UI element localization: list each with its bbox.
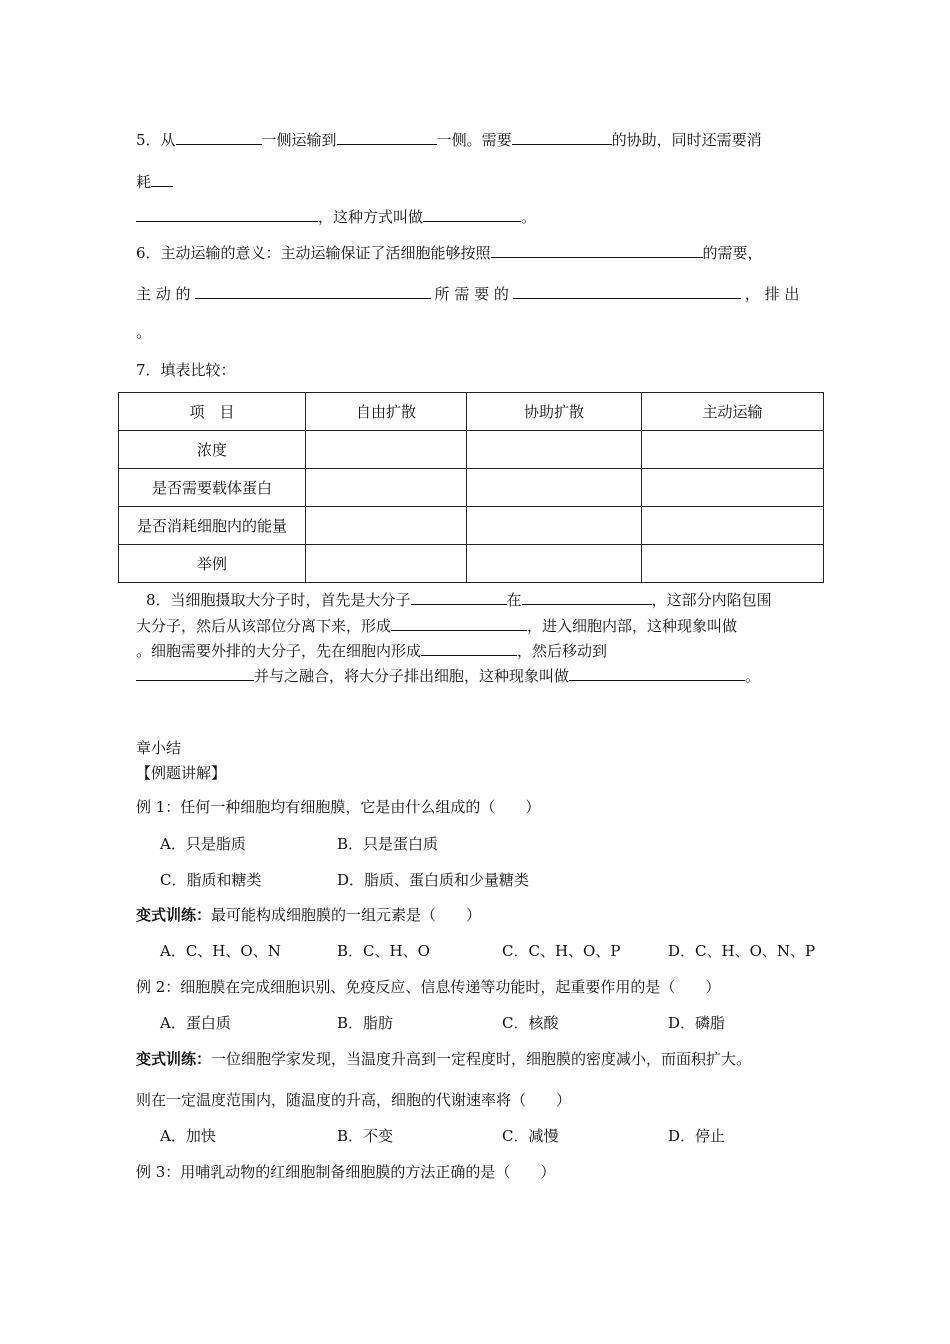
var1-question (136, 905, 481, 925)
q7-title: 7．填表比较： (136, 361, 236, 379)
table-cell[interactable] (642, 469, 824, 507)
var2-question-line-1 (136, 1049, 751, 1069)
q5-text: 。 (521, 208, 537, 226)
q8-text: 。细胞需要外排的大分子，先在细胞内形成 (136, 642, 422, 660)
ex2-option-a[interactable]: A．蛋白质 (160, 1014, 231, 1032)
q5-blank-6[interactable] (423, 205, 521, 222)
row-label: 浓度 (119, 431, 306, 469)
q6-blank-2[interactable] (195, 282, 431, 299)
table-header: 协助扩散 (467, 393, 642, 431)
q8-text: ，然后移动到 (517, 642, 608, 660)
q6-blank-3[interactable] (513, 282, 741, 299)
q8-text: 。 (745, 667, 761, 685)
var1-option-c[interactable]: C．C、H、O、P (502, 942, 621, 960)
table-cell[interactable] (467, 507, 642, 545)
q8-blank-6[interactable] (569, 664, 745, 681)
row-label: 举例 (119, 545, 306, 583)
q8-line-2 (136, 614, 737, 636)
q8-blank-3[interactable] (391, 614, 527, 631)
q6-line-1 (136, 241, 763, 263)
q5-line-3 (136, 205, 536, 227)
q8-line-4 (136, 664, 760, 686)
table-cell[interactable] (306, 545, 467, 583)
q6-text: 的需要， (702, 244, 763, 262)
q8-blank-1[interactable] (411, 588, 507, 605)
var1-text: 最可能构成细胞膜的一组元素是（ ） (211, 906, 482, 924)
q5-text: 5．从 (136, 131, 176, 149)
q5-text: ，这种方式叫做 (318, 208, 424, 226)
var2-option-a[interactable]: A．加快 (160, 1127, 216, 1145)
q8-text: 并与之融合，将大分子排出细胞，这种现象叫做 (254, 667, 570, 685)
table-header: 主动运输 (642, 393, 824, 431)
q6-text: 主 动 的 (136, 285, 191, 303)
q8-text: 8．当细胞摄取大分子时，首先是大分子 (146, 591, 411, 609)
var2-option-d[interactable]: D．停止 (668, 1127, 726, 1145)
ex1-option-d[interactable]: D．脂质、蛋白质和少量糖类 (337, 871, 530, 889)
ex1-option-c[interactable]: C．脂质和糖类 (160, 871, 262, 889)
q6-line-2 (136, 282, 799, 304)
q8-blank-5[interactable] (136, 664, 254, 681)
ex1-question: 例 1：任何一种细胞均有细胞膜，它是由什么组成的（ ） (136, 798, 541, 816)
q8-blank-2[interactable] (522, 588, 652, 605)
q8-text: ，这部分内陷包围 (651, 591, 772, 609)
var2-option-b[interactable]: B．不变 (337, 1127, 394, 1145)
row-label: 是否消耗细胞内的能量 (119, 507, 306, 545)
q6-text: ， 排 出 (744, 285, 800, 303)
q5-text: 的协助，同时还需要消 (611, 131, 762, 149)
q8-text: ，进入细胞内部，这种现象叫做 (527, 617, 738, 635)
q5-blank-4[interactable] (151, 170, 173, 187)
var2-text: 一位细胞学家发现，当温度升高到一定程度时，细胞膜的密度减小，而面积扩大。 (211, 1050, 752, 1068)
table-row (119, 507, 824, 545)
ex3-question: 例 3：用哺乳动物的红细胞制备细胞膜的方法正确的是（ ） (136, 1163, 556, 1181)
table-header: 自由扩散 (306, 393, 467, 431)
comparison-table (118, 392, 824, 583)
q5-blank-1[interactable] (176, 128, 262, 145)
q6-text: 所 需 要 的 (434, 285, 509, 303)
q5-text: 一侧。需要 (436, 131, 512, 149)
summary-subtitle: 【例题讲解】 (136, 764, 227, 782)
summary-title: 章小结 (136, 739, 182, 757)
ex2-option-c[interactable]: C．核酸 (502, 1014, 559, 1032)
table-cell[interactable] (642, 431, 824, 469)
table-cell[interactable] (642, 507, 824, 545)
table-cell[interactable] (467, 469, 642, 507)
q5-line-2 (136, 170, 173, 192)
ex2-option-d[interactable]: D．磷脂 (668, 1014, 726, 1032)
table-cell[interactable] (467, 545, 642, 583)
q5-text: 耗 (136, 173, 152, 191)
var1-option-b[interactable]: B．C、H、O (337, 942, 430, 960)
q6-line-3: 。 (136, 323, 152, 341)
table-row (119, 545, 824, 583)
ex2-question: 例 2：细胞膜在完成细胞识别、免疫反应、信息传递等功能时，起重要作用的是（ ） (136, 978, 721, 996)
table-header: 项 目 (119, 393, 306, 431)
q8-line-3 (136, 639, 607, 661)
q8-text: 大分子，然后从该部位分离下来，形成 (136, 617, 392, 635)
table-row (119, 431, 824, 469)
variant-label: 变式训练： (136, 1050, 212, 1068)
table-cell[interactable] (467, 431, 642, 469)
q5-blank-3[interactable] (512, 128, 612, 145)
var1-option-a[interactable]: A．C、H、O、N (160, 942, 281, 960)
row-label: 是否需要载体蛋白 (119, 469, 306, 507)
table-cell[interactable] (306, 469, 467, 507)
table-cell[interactable] (306, 431, 467, 469)
q8-text: 在 (506, 591, 522, 609)
q6-text: 6．主动运输的意义：主动运输保证了活细胞能够按照 (136, 244, 491, 262)
table-header-row (119, 393, 824, 431)
ex1-option-a[interactable]: A．只是脂质 (160, 835, 246, 853)
var2-question-line-2: 则在一定温度范围内，随温度的升高，细胞的代谢速率将（ ） (136, 1091, 572, 1109)
ex1-option-b[interactable]: B．只是蛋白质 (337, 835, 439, 853)
table-cell[interactable] (642, 545, 824, 583)
q5-text: 一侧运输到 (261, 131, 337, 149)
q5-blank-5[interactable] (136, 205, 318, 222)
var1-option-d[interactable]: D．C、H、O、N、P (668, 942, 816, 960)
ex2-option-b[interactable]: B．脂肪 (337, 1014, 394, 1032)
q5-blank-2[interactable] (337, 128, 437, 145)
q5-line-1 (136, 128, 762, 150)
q6-blank-1[interactable] (491, 241, 703, 258)
table-row (119, 469, 824, 507)
table-cell[interactable] (306, 507, 467, 545)
var2-option-c[interactable]: C．减慢 (502, 1127, 559, 1145)
variant-label: 变式训练： (136, 906, 212, 924)
q8-blank-4[interactable] (421, 639, 517, 656)
q8-line-1 (146, 588, 772, 610)
